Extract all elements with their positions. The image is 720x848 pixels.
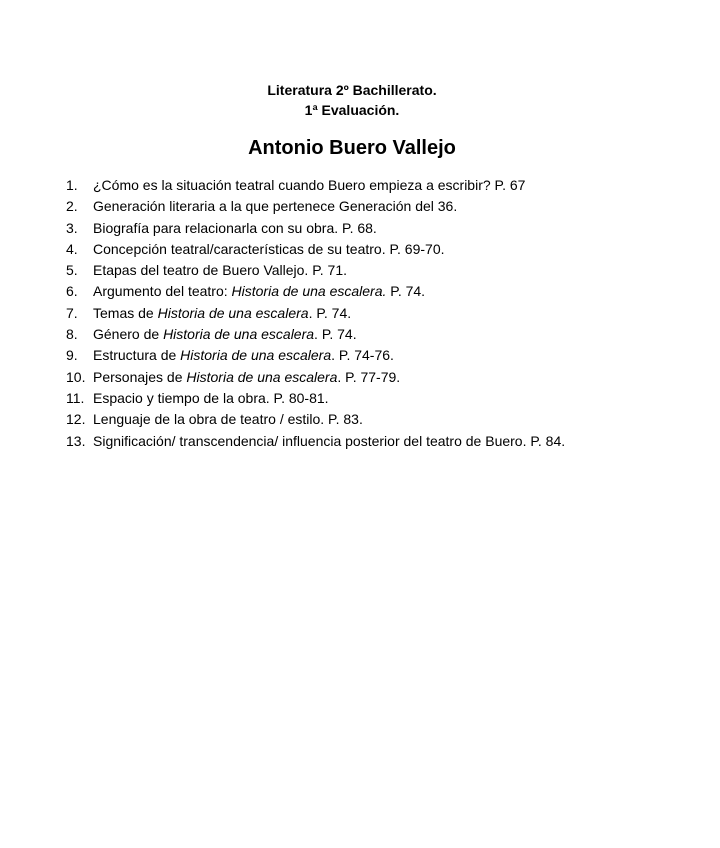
page-title: Antonio Buero Vallejo — [248, 137, 456, 159]
item-text-suffix: . P. 77-79. — [337, 368, 401, 385]
list-item — [66, 239, 565, 260]
item-text-prefix: Estructura de — [93, 347, 181, 364]
list-item — [66, 345, 565, 366]
list-item — [66, 281, 565, 302]
course-heading: Literatura 2º Bachillerato. — [267, 82, 437, 98]
item-number: 5. — [66, 262, 78, 279]
document-header — [0, 80, 704, 120]
item-number: 12. — [66, 411, 86, 428]
work-title: Historia de una escalera — [186, 368, 338, 385]
list-item — [66, 367, 565, 388]
list-item — [66, 218, 565, 239]
item-text: ¿Cómo es la situación teatral cuando Buero empieza a escribir? P. 67 — [93, 177, 526, 193]
item-text: Generación literaria a la que pertenece Generación del 36. — [93, 198, 458, 215]
item-number: 2. — [66, 198, 78, 215]
item-number: 10. — [66, 368, 86, 385]
list-item — [66, 196, 565, 217]
item-text: Significación/ transcendencia/ influencia posterior del teatro de Buero. P. 84. — [93, 432, 566, 449]
work-title: Historia de una escalera — [157, 304, 309, 321]
item-text-prefix: Argumento del teatro: — [93, 283, 232, 300]
list-item — [66, 260, 565, 281]
work-title: Historia de una escalera — [180, 347, 332, 364]
list-item — [66, 409, 565, 430]
list-item — [66, 324, 565, 345]
list-item — [66, 303, 565, 324]
item-text-suffix: . P. 74-76. — [331, 347, 394, 364]
item-number: 9. — [66, 347, 78, 364]
list-item — [66, 388, 565, 409]
work-title: Historia de una escalera — [163, 326, 315, 343]
list-item — [66, 431, 565, 452]
item-text-suffix: . P. 74. — [308, 304, 352, 321]
question-list — [66, 175, 565, 452]
item-text-suffix: P. 74. — [386, 283, 426, 300]
item-text: Etapas del teatro de Buero Vallejo. P. 71. — [93, 262, 347, 279]
item-number: 7. — [66, 304, 78, 321]
item-number: 11. — [66, 389, 85, 406]
item-text: Concepción teatral/características de su teatro. P. 69-70. — [93, 240, 445, 257]
item-number: 3. — [66, 219, 78, 236]
list-item — [66, 175, 565, 196]
item-text-prefix: Temas de — [93, 304, 158, 321]
item-text: Lenguaje de la obra de teatro / estilo. P. 83. — [93, 411, 363, 428]
item-number: 8. — [66, 326, 78, 343]
item-number: 4. — [66, 240, 78, 257]
item-number: 6. — [66, 283, 78, 300]
item-text: Biografía para relacionarla con su obra. P. 68. — [93, 219, 377, 236]
item-number: 13. — [66, 432, 86, 449]
item-text: Espacio y tiempo de la obra. P. 80-81. — [93, 389, 329, 406]
item-text-prefix: Personajes de — [93, 368, 187, 385]
item-text-suffix: . P. 74. — [314, 326, 357, 343]
evaluation-heading: 1ª Evaluación. — [304, 102, 400, 118]
work-title: Historia de una escalera. — [231, 283, 387, 300]
item-text-prefix: Género de — [93, 326, 164, 343]
item-number: 1. — [66, 177, 78, 193]
